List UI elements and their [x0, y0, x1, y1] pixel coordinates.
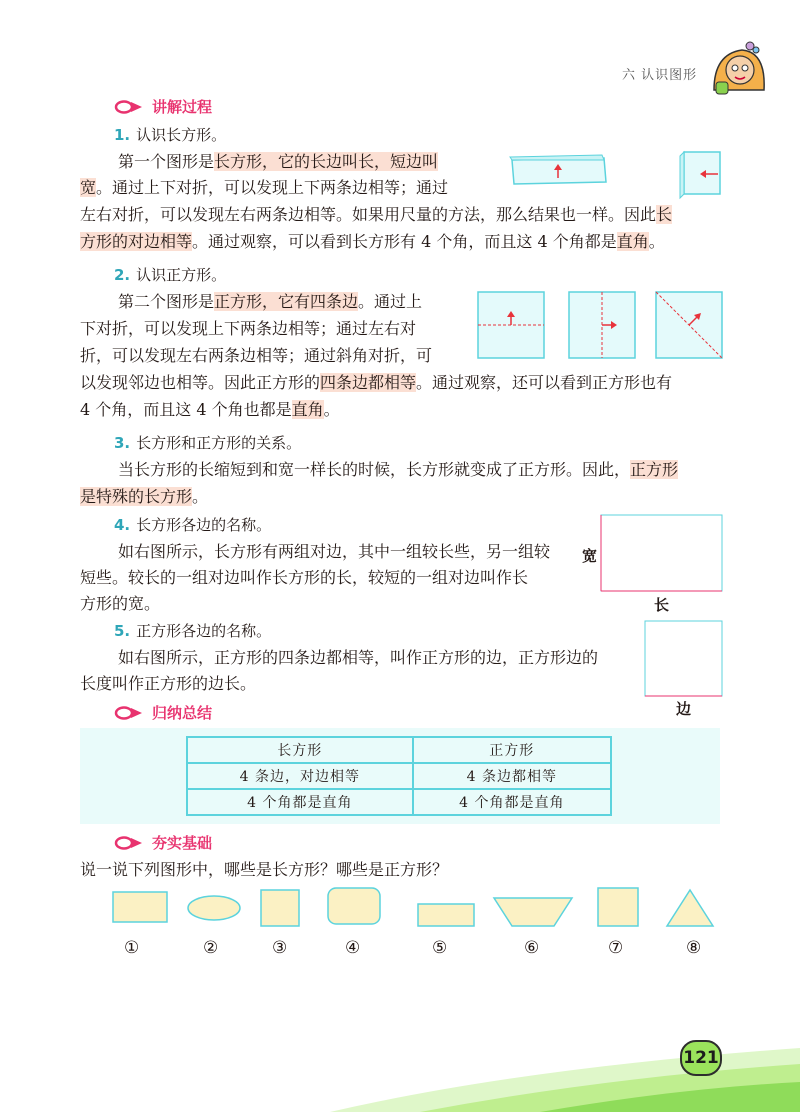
- p5-line-2: 长度叫作正方形的边长。: [80, 674, 257, 693]
- table-row: [187, 789, 611, 815]
- shape-3: [261, 890, 299, 926]
- rectangle-fold-vertical-figure: [680, 152, 720, 198]
- rectangle-fold-figures: [508, 150, 730, 200]
- p1-line-3: 左右对折，可以发现左右两条边相等。如果用尺量的方法，那么结果也一样。因此长: [80, 205, 673, 224]
- p4-line-1: 如右图所示，长方形有两组对边，其中一组较长些，另一组较: [118, 542, 551, 561]
- p4-line-2: 短些。较长的一组对边叫作长方形的长，较短的一组对边叫作长: [80, 568, 529, 587]
- table-cell: 4 条边，对边相等: [187, 763, 413, 789]
- section-summary-heading: [114, 702, 212, 723]
- rectangle-sides-figure: [600, 514, 724, 594]
- section-summary-title: 归纳总结: [152, 704, 213, 722]
- section-bullet-icon: [114, 706, 144, 720]
- footer-wave-decoration: [0, 1020, 800, 1112]
- square-fold-figures: [476, 290, 726, 360]
- p2-line-3: 折，可以发现左右两条边相等；通过斜角对折，可: [80, 346, 433, 365]
- p1-line-2: 宽。通过上下对折，可以发现上下两条边相等；通过: [80, 178, 449, 197]
- mascot-icon: [706, 40, 770, 96]
- p3-line-1: 当长方形的长缩短到和宽一样长的时候，长方形就变成了正方形。因此，正方形: [118, 460, 679, 479]
- section-bullet-icon: [114, 100, 144, 114]
- p5-line-1: 如右图所示，正方形的四条边都相等，叫作正方形的边，正方形边的: [118, 648, 599, 667]
- shape-label-8: ⑧: [686, 938, 702, 958]
- section-basics-heading: [114, 832, 212, 853]
- shape-label-5: ⑤: [432, 938, 448, 958]
- subheading-4: 4. 长方形各边的名称。: [114, 516, 272, 534]
- summary-table: [186, 736, 612, 816]
- table-header-row: [187, 737, 611, 763]
- p2-line-5: 4 个角，而且这 4 个角也都是直角。: [80, 400, 340, 419]
- exercise-shapes: [100, 884, 730, 934]
- shape-6: [494, 898, 572, 926]
- table-header-cell: 正方形: [413, 737, 611, 763]
- shape-8: [667, 890, 713, 926]
- section-basics-title: 夯实基础: [152, 834, 213, 852]
- shape-1: [113, 892, 167, 922]
- square-fold-horizontal-figure: [478, 292, 544, 358]
- section-bullet-icon: [114, 836, 144, 850]
- p2-line-4: 以发现邻边也相等。因此正方形的四条边都相等。通过观察，还可以看到正方形也有: [80, 373, 673, 392]
- square-sides-figure: [644, 620, 724, 698]
- shape-4: [328, 888, 380, 924]
- shape-label-1: ①: [124, 938, 140, 958]
- shape-2: [188, 896, 240, 920]
- section-explain-title: 讲解过程: [152, 98, 213, 116]
- subheading-1: 1. 认识长方形。: [114, 126, 227, 144]
- shape-5: [418, 904, 474, 926]
- subheading-3: 3. 长方形和正方形的关系。: [114, 434, 302, 452]
- table-cell: 4 条边都相等: [413, 763, 611, 789]
- square-fold-vertical-figure: [569, 292, 635, 358]
- table-cell: 4 个角都是直角: [187, 789, 413, 815]
- subheading-5: 5. 正方形各边的名称。: [114, 622, 272, 640]
- exercise-question: 说一说下列图形中，哪些是长方形？哪些是正方形？: [80, 860, 449, 879]
- p2-line-1: 第二个图形是正方形，它有四条边。通过上: [118, 292, 423, 311]
- subheading-2: 2. 认识正方形。: [114, 266, 227, 284]
- shape-label-3: ③: [272, 938, 288, 958]
- shape-label-6: ⑥: [524, 938, 540, 958]
- table-row: [187, 763, 611, 789]
- label-width: 宽: [582, 547, 598, 565]
- p2-line-2: 下对折，可以发现上下两条边相等；通过左右对: [80, 319, 417, 338]
- shape-label-7: ⑦: [608, 938, 624, 958]
- section-explain-heading: [114, 96, 212, 117]
- p4-line-3: 方形的宽。: [80, 594, 161, 613]
- p3-line-2: 是特殊的长方形。: [80, 487, 209, 506]
- page-number: 121: [680, 1040, 722, 1076]
- label-side: 边: [676, 700, 692, 718]
- table-header-cell: 长方形: [187, 737, 413, 763]
- label-length: 长: [654, 596, 670, 614]
- table-cell: 4 个角都是直角: [413, 789, 611, 815]
- shape-label-4: ④: [345, 938, 361, 958]
- chapter-header: 六 认识图形: [622, 68, 698, 83]
- shape-label-2: ②: [203, 938, 219, 958]
- p1-line-1: 第一个图形是长方形，它的长边叫长，短边叫: [118, 152, 439, 171]
- p1-line-4: 方形的对边相等。通过观察，可以看到长方形有 4 个角，而且这 4 个角都是直角。: [80, 232, 665, 251]
- square-fold-diagonal-figure: [656, 292, 722, 358]
- shape-7: [598, 888, 638, 926]
- rectangle-fold-horizontal-figure: [510, 155, 606, 184]
